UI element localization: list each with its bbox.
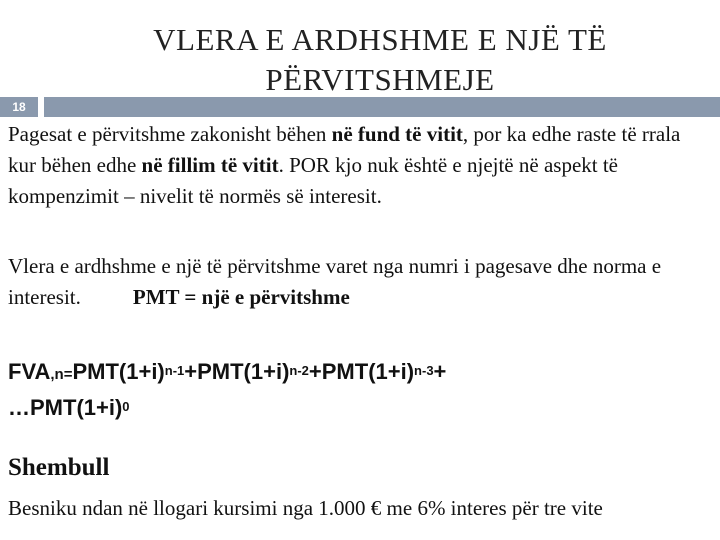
title-divider-bar: [44, 97, 720, 117]
p1-bold-end-of-year: në fund të vitit: [331, 122, 463, 146]
slide-number: 18: [0, 97, 38, 117]
formula-exponent-4: 0: [122, 399, 130, 414]
p2-text: Vlera e ardhshme e një të përvitshme varet nga numri i pagesave dhe norma e interesit.: [8, 254, 662, 309]
pmt-definition: PMT = një e përvitshme: [132, 285, 350, 309]
slide-title: [80, 20, 680, 100]
example-text: Besniku ndan në llogari kursimi nga 1.000 € me 6% interes për tre vite: [8, 496, 603, 520]
p1-text-3: . POR kjo nuk është e njejtë në aspekt të kompenzimit – nivelit të normës së interesit.: [8, 153, 619, 208]
paragraph-future-value: [8, 251, 713, 313]
formula-plus: +: [433, 359, 447, 384]
formula-term-1: PMT(1+i): [72, 359, 165, 384]
formula-term-2: +PMT(1+i): [184, 359, 290, 384]
slide-title-line2: PËRVITSHMEJE: [265, 62, 495, 97]
p1-bold-start-of-year: në fillim të vitit: [141, 153, 279, 177]
formula-exponent-1: n-1: [164, 363, 185, 378]
formula-exponent-2: n-2: [289, 363, 309, 378]
formula-fva: FVA: [8, 359, 51, 384]
example-heading: Shembull: [8, 454, 110, 481]
p1-text-1: Pagesat e përvitshme zakonisht bëhen: [8, 122, 332, 146]
formula-exponent-3: n-3: [414, 363, 434, 378]
formula-subscript: ,n=: [50, 366, 73, 383]
p1-text-2: , por ka edhe raste të rrala kur bëhen edhe: [8, 122, 681, 177]
formula-last-term: …PMT(1+i): [8, 395, 123, 420]
paragraph-payments-timing: [8, 119, 713, 212]
slide-title-line1: VLERA E ARDHSHME E NJË TË: [153, 22, 607, 57]
formula-term-3: +PMT(1+i): [308, 359, 415, 384]
fva-formula: [8, 355, 713, 424]
